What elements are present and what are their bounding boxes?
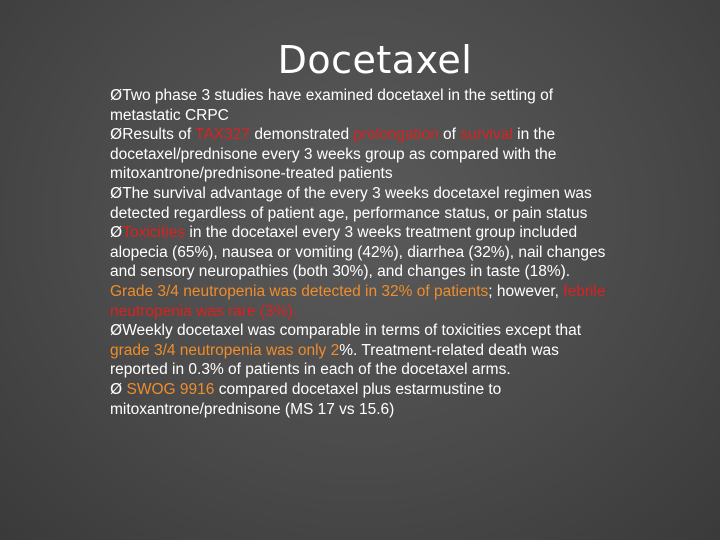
bullet-text-segment: Toxicities: [122, 224, 186, 242]
bullet-text-segment: demonstrated: [250, 126, 354, 144]
bullet-text-segment: The survival advantage of the every 3 weeks docetaxel regimen was detected regardless of patient age, performance status, or pain status: [110, 184, 592, 222]
bullet-text-segment: Grade 3/4 neutropenia was detected in 32% of patients: [110, 282, 489, 300]
bullet-text-segment: prolongation: [353, 126, 439, 144]
bullet-text-segment: Results of: [122, 126, 196, 144]
bullet-text-segment: of: [438, 126, 461, 144]
bullet-item: [110, 321, 610, 380]
bullet-text-segment: TAX327: [195, 126, 251, 144]
arrow-bullet-icon: Ø: [110, 321, 123, 340]
bullet-item: [110, 380, 610, 419]
bullet-text-segment: compared docetaxel plus estarmustine to mitoxantrone/prednisone (MS 17 vs 15.6): [110, 380, 502, 418]
bullet-item: [110, 223, 610, 321]
arrow-bullet-icon: Ø: [110, 379, 123, 398]
arrow-bullet-icon: Ø: [110, 183, 123, 202]
bullet-text-segment: in the docetaxel every 3 weeks treatment group included alopecia (65%), nausea or vomiting (42%), diarrhea (32%), nail changes and sensory neuropathies (both 30%), and changes in taste (18%).: [110, 224, 606, 281]
bullet-text-segment: in the docetaxel/prednisone every 3 weeks group as compared with the mitoxantrone/prednisone-treated patients: [110, 126, 557, 183]
bullet-text-segment: survival: [460, 126, 513, 144]
bullet-text-segment: ; however,: [488, 282, 564, 300]
bullet-text-segment: febrile neutropenia was rare (3%).: [110, 282, 606, 320]
slide-title: Docetaxel: [277, 38, 473, 82]
arrow-bullet-icon: Ø: [110, 86, 123, 104]
bullet-text-segment: %. Treatment-related death was reported in 0.3% of patients in each of the docetaxel arms.: [110, 341, 559, 379]
bullet-text-segment: SWOG 9916: [126, 380, 215, 398]
bullet-text-segment: Two phase 3 studies have examined docetaxel in the setting of metastatic CRPC: [110, 87, 554, 124]
bullet-list: [110, 86, 610, 419]
bullet-item: [110, 125, 610, 184]
bullet-text-segment: Weekly docetaxel was comparable in terms of toxicities except that: [122, 322, 582, 340]
bullet-text-segment: grade 3/4 neutropenia was only 2: [110, 341, 340, 359]
arrow-bullet-icon: Ø: [110, 223, 123, 242]
bullet-item: [110, 184, 610, 223]
bullet-item: [110, 86, 610, 125]
arrow-bullet-icon: Ø: [110, 125, 123, 144]
